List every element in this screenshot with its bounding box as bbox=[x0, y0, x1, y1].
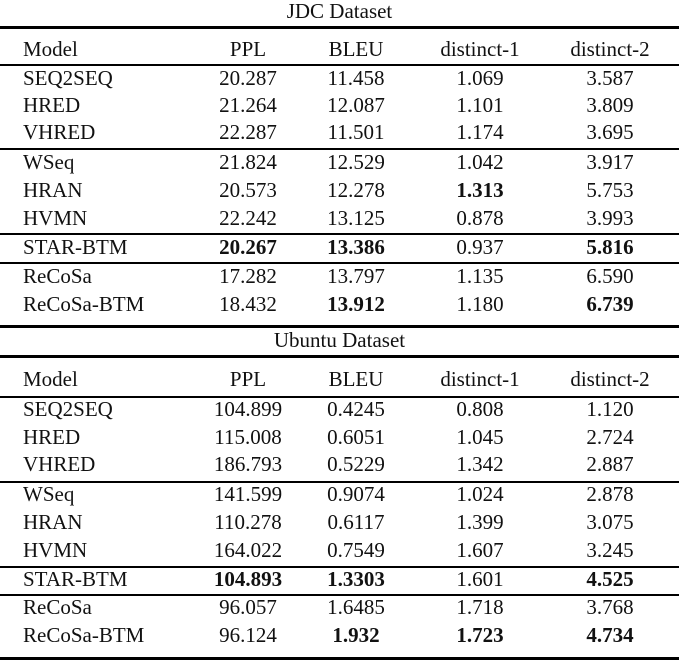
header-row bbox=[0, 365, 679, 393]
bleu-value: 0.9074 bbox=[327, 482, 385, 506]
distinct-2-value: 1.120 bbox=[586, 397, 634, 421]
model-name: VHRED bbox=[23, 120, 96, 144]
ppl-value: 22.242 bbox=[219, 206, 277, 230]
table-row bbox=[0, 395, 679, 423]
model-name: ReCoSa bbox=[23, 264, 92, 288]
bleu-value-best: 1.3303 bbox=[327, 567, 385, 591]
distinct-1-value: 1.042 bbox=[456, 150, 504, 174]
table-row bbox=[0, 64, 679, 92]
distinct-1-value: 1.045 bbox=[456, 425, 504, 449]
distinct-2-value: 3.075 bbox=[586, 510, 634, 534]
bleu-value: 12.529 bbox=[327, 150, 385, 174]
header-bleu: BLEU bbox=[328, 37, 384, 61]
ppl-value: 18.432 bbox=[219, 292, 277, 316]
distinct-2-value-best: 4.734 bbox=[586, 623, 634, 647]
model-name: ReCoSa bbox=[23, 595, 92, 619]
distinct-1-value-best: 1.723 bbox=[456, 623, 504, 647]
distinct-1-value: 1.069 bbox=[456, 66, 504, 90]
table-row bbox=[0, 233, 679, 261]
distinct-2-value: 3.245 bbox=[586, 538, 634, 562]
model-name: HRED bbox=[23, 93, 81, 117]
model-name: ReCoSa-BTM bbox=[23, 292, 145, 316]
header-row bbox=[0, 35, 679, 63]
ppl-value: 22.287 bbox=[219, 120, 277, 144]
ppl-value-best: 20.267 bbox=[219, 235, 277, 259]
distinct-2-value: 2.878 bbox=[586, 482, 634, 506]
table-row bbox=[0, 536, 679, 564]
distinct-1-value-best: 1.313 bbox=[456, 178, 504, 202]
ppl-value: 20.287 bbox=[219, 66, 277, 90]
bleu-value: 0.5229 bbox=[327, 452, 385, 476]
distinct-2-value: 5.753 bbox=[586, 178, 634, 202]
table-row bbox=[0, 480, 679, 508]
distinct-2-value: 3.768 bbox=[586, 595, 634, 619]
ppl-value: 21.264 bbox=[219, 93, 277, 117]
ppl-value: 17.282 bbox=[219, 264, 277, 288]
distinct-2-value: 6.590 bbox=[586, 264, 634, 288]
model-name: HVMN bbox=[23, 206, 88, 230]
ppl-value: 104.899 bbox=[213, 397, 283, 421]
bleu-value: 1.6485 bbox=[327, 595, 385, 619]
bleu-value: 13.125 bbox=[327, 206, 385, 230]
model-name: WSeq bbox=[23, 482, 75, 506]
distinct-1-value: 0.878 bbox=[456, 206, 504, 230]
distinct-2-value: 3.993 bbox=[586, 206, 634, 230]
model-name: SEQ2SEQ bbox=[23, 66, 113, 90]
model-name: HRAN bbox=[23, 510, 83, 534]
distinct-2-value: 2.887 bbox=[586, 452, 634, 476]
bleu-value: 12.087 bbox=[327, 93, 385, 117]
table-row bbox=[0, 450, 679, 478]
ppl-value: 21.824 bbox=[219, 150, 277, 174]
distinct-1-value: 1.174 bbox=[456, 120, 504, 144]
table-title: Ubuntu Dataset bbox=[273, 328, 406, 352]
distinct-1-value: 1.342 bbox=[456, 452, 504, 476]
distinct-2-value-best: 4.525 bbox=[586, 567, 634, 591]
top-rule bbox=[0, 355, 679, 358]
top-rule bbox=[0, 26, 679, 29]
model-name: STAR-BTM bbox=[23, 235, 128, 259]
model-name: WSeq bbox=[23, 150, 75, 174]
model-name: HRED bbox=[23, 425, 81, 449]
model-name: VHRED bbox=[23, 452, 96, 476]
table-row bbox=[0, 176, 679, 204]
bottom-rule bbox=[0, 657, 679, 660]
distinct-2-value: 2.724 bbox=[586, 425, 634, 449]
distinct-2-value-best: 5.816 bbox=[586, 235, 634, 259]
distinct-2-value: 3.917 bbox=[586, 150, 634, 174]
ppl-value: 164.022 bbox=[213, 538, 283, 562]
model-name: SEQ2SEQ bbox=[23, 397, 113, 421]
bleu-value: 0.6117 bbox=[327, 510, 385, 534]
bleu-value: 12.278 bbox=[327, 178, 385, 202]
distinct-1-value: 1.718 bbox=[456, 595, 504, 619]
distinct-1-value: 1.024 bbox=[456, 482, 504, 506]
header-distinct-1: distinct-1 bbox=[440, 37, 520, 61]
distinct-1-value: 1.399 bbox=[456, 510, 504, 534]
table-row bbox=[0, 508, 679, 536]
table-row bbox=[0, 565, 679, 593]
bleu-value: 11.501 bbox=[327, 120, 385, 144]
distinct-1-value: 1.607 bbox=[456, 538, 504, 562]
distinct-1-value: 1.180 bbox=[456, 292, 504, 316]
distinct-2-value: 3.587 bbox=[586, 66, 634, 90]
ppl-value-best: 104.893 bbox=[213, 567, 283, 591]
distinct-2-value: 3.695 bbox=[586, 120, 634, 144]
table-row bbox=[0, 148, 679, 176]
ppl-value: 186.793 bbox=[213, 452, 283, 476]
model-name: HVMN bbox=[23, 538, 88, 562]
table-row bbox=[0, 290, 679, 318]
header-model: Model bbox=[23, 37, 78, 61]
table-row bbox=[0, 621, 679, 649]
table-row bbox=[0, 204, 679, 232]
distinct-1-value: 1.101 bbox=[456, 93, 504, 117]
header-model: Model bbox=[23, 367, 78, 391]
bleu-value: 11.458 bbox=[327, 66, 385, 90]
ppl-value: 141.599 bbox=[213, 482, 283, 506]
table-row bbox=[0, 91, 679, 119]
distinct-1-value: 0.937 bbox=[456, 235, 504, 259]
header-distinct-2: distinct-2 bbox=[570, 37, 650, 61]
ppl-value: 115.008 bbox=[214, 425, 282, 449]
table-row bbox=[0, 262, 679, 290]
ppl-value: 96.124 bbox=[219, 623, 277, 647]
header-bleu: BLEU bbox=[328, 367, 384, 391]
distinct-1-value: 1.135 bbox=[456, 264, 504, 288]
table-row bbox=[0, 118, 679, 146]
ppl-value: 110.278 bbox=[214, 510, 282, 534]
bleu-value-best: 1.932 bbox=[332, 623, 380, 647]
model-name: HRAN bbox=[23, 178, 83, 202]
bleu-value-best: 13.386 bbox=[327, 235, 385, 259]
table-row bbox=[0, 423, 679, 451]
bleu-value-best: 13.912 bbox=[327, 292, 385, 316]
header-distinct-1: distinct-1 bbox=[440, 367, 520, 391]
distinct-1-value: 0.808 bbox=[456, 397, 504, 421]
model-name: ReCoSa-BTM bbox=[23, 623, 145, 647]
header-ppl: PPL bbox=[229, 367, 267, 391]
table-title: JDC Dataset bbox=[286, 0, 393, 23]
bleu-value: 0.6051 bbox=[327, 425, 385, 449]
distinct-2-value: 3.809 bbox=[586, 93, 634, 117]
ppl-value: 96.057 bbox=[219, 595, 277, 619]
ppl-value: 20.573 bbox=[219, 178, 277, 202]
bleu-value: 13.797 bbox=[327, 264, 385, 288]
distinct-2-value-best: 6.739 bbox=[586, 292, 634, 316]
model-name: STAR-BTM bbox=[23, 567, 128, 591]
table-row bbox=[0, 593, 679, 621]
bleu-value: 0.7549 bbox=[327, 538, 385, 562]
bleu-value: 0.4245 bbox=[327, 397, 385, 421]
header-ppl: PPL bbox=[229, 37, 267, 61]
distinct-1-value: 1.601 bbox=[456, 567, 504, 591]
header-distinct-2: distinct-2 bbox=[570, 367, 650, 391]
